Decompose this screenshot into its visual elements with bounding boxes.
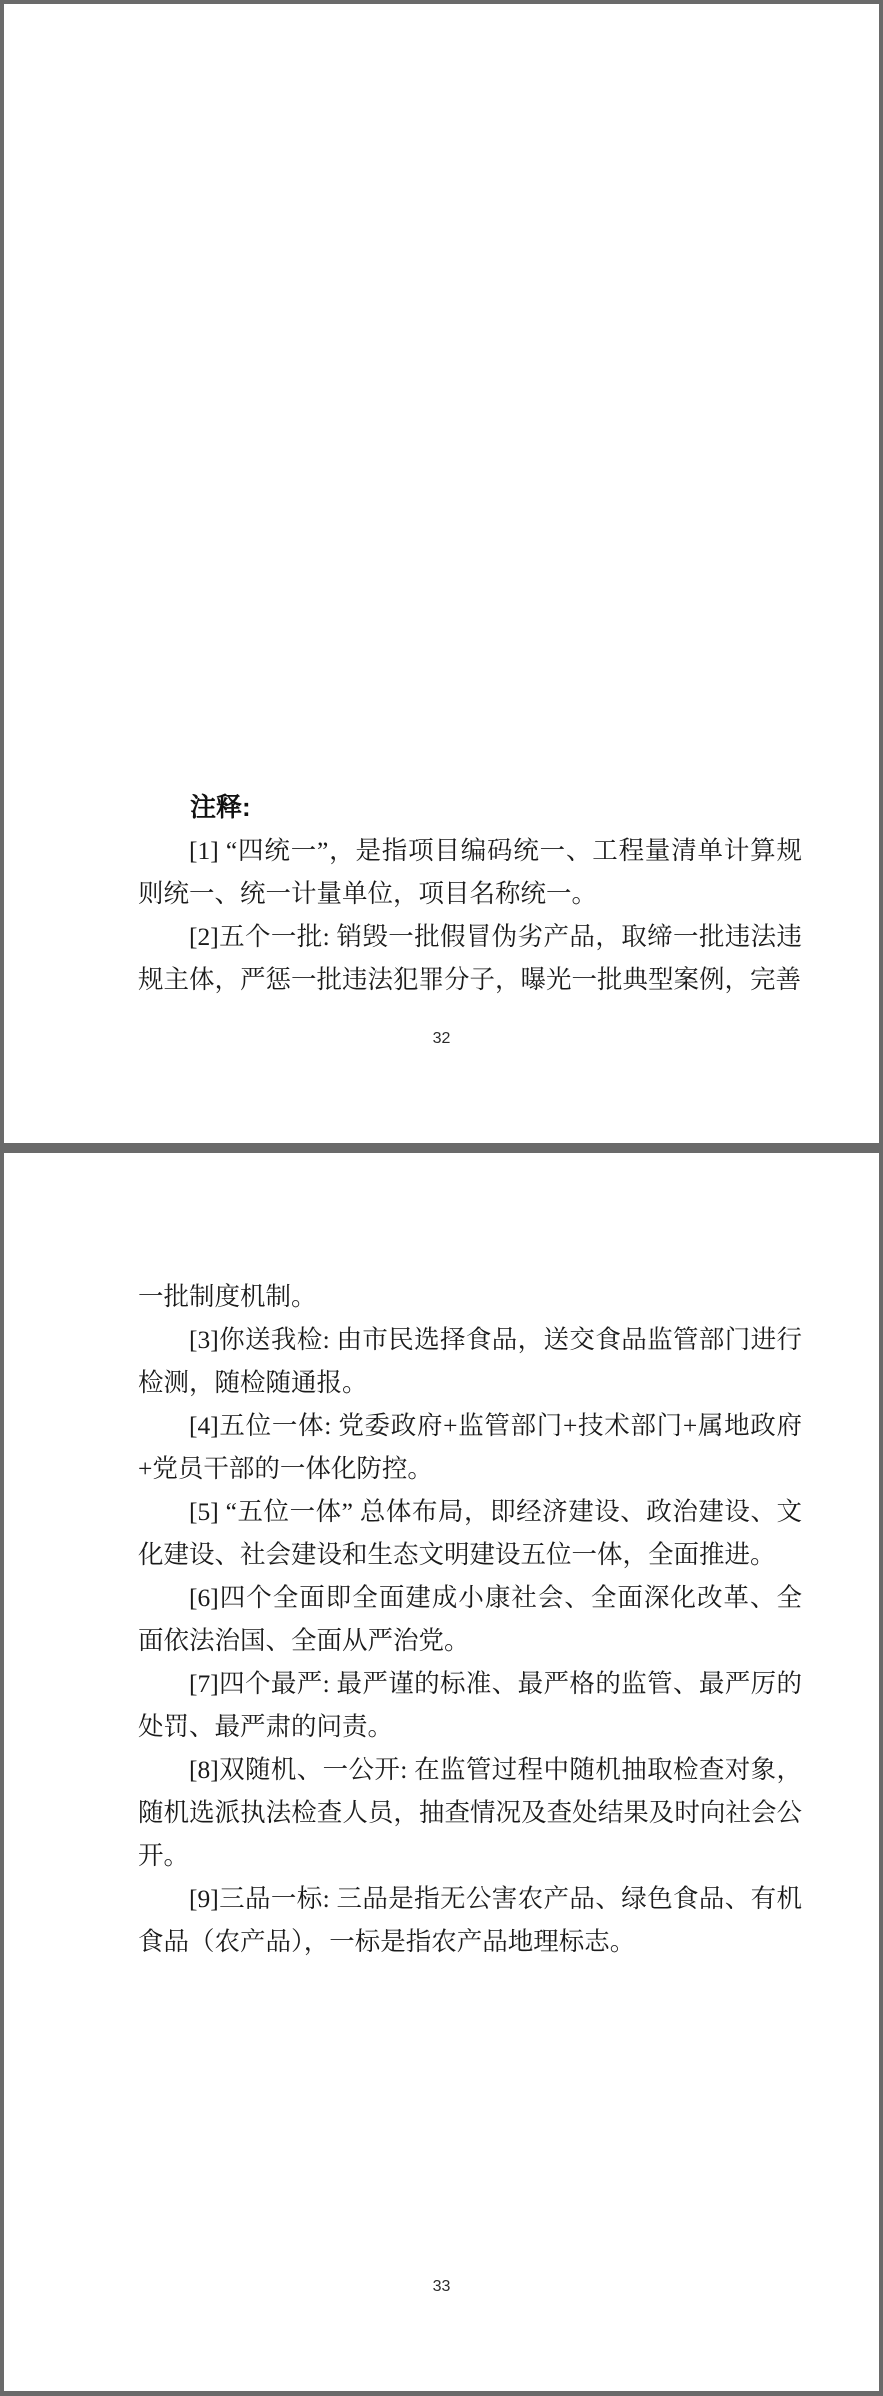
- notes-heading: 注释:: [190, 792, 251, 822]
- note-paragraph-7: [7]四个最严: 最严谨的标准、最严格的监管、最严厉的处罚、最严肃的问责。: [138, 1669, 802, 1741]
- page-32: [4, 4, 879, 1143]
- page-number-33: 33: [432, 2278, 451, 2295]
- note-paragraph-1: [1] “四统一”，是指项目编码统一、工程量清单计算规则统一、统一计量单位，项目名称统一。: [138, 836, 802, 908]
- note-paragraph-2: [2]五个一批: 销毁一批假冒伪劣产品，取缔一批违法违规主体，严惩一批违法犯罪分子，曝光一批典型案例，完善: [138, 922, 802, 994]
- page-number-32: 32: [432, 1030, 451, 1047]
- page-32-text-block: [138, 4, 802, 1001]
- note-paragraph-8: [8]双随机、一公开: 在监管过程中随机抽取检查对象，随机选派执法检查人员，抽查情况及查处结果及时向社会公开。: [138, 1755, 802, 1870]
- page-33: [4, 1153, 879, 2391]
- note-paragraph-3: [3]你送我检: 由市民选择食品，送交食品监管部门进行检测，随检随通报。: [138, 1325, 802, 1397]
- continuation-paragraph: 一批制度机制。: [138, 1282, 317, 1311]
- note-paragraph-4: [4]五位一体: 党委政府+监管部门+技术部门+属地政府+党员干部的一体化防控。: [138, 1411, 802, 1483]
- note-paragraph-6: [6]四个全面即全面建成小康社会、全面深化改革、全面依法治国、全面从严治党。: [138, 1583, 802, 1655]
- page-33-text-block: [138, 1153, 802, 1963]
- note-paragraph-9: [9]三品一标: 三品是指无公害农产品、绿色食品、有机食品（农产品），一标是指农产品地理标志。: [138, 1884, 802, 1956]
- note-paragraph-5: [5] “五位一体” 总体布局，即经济建设、政治建设、文化建设、社会建设和生态文明建设五位一体，全面推进。: [138, 1497, 802, 1569]
